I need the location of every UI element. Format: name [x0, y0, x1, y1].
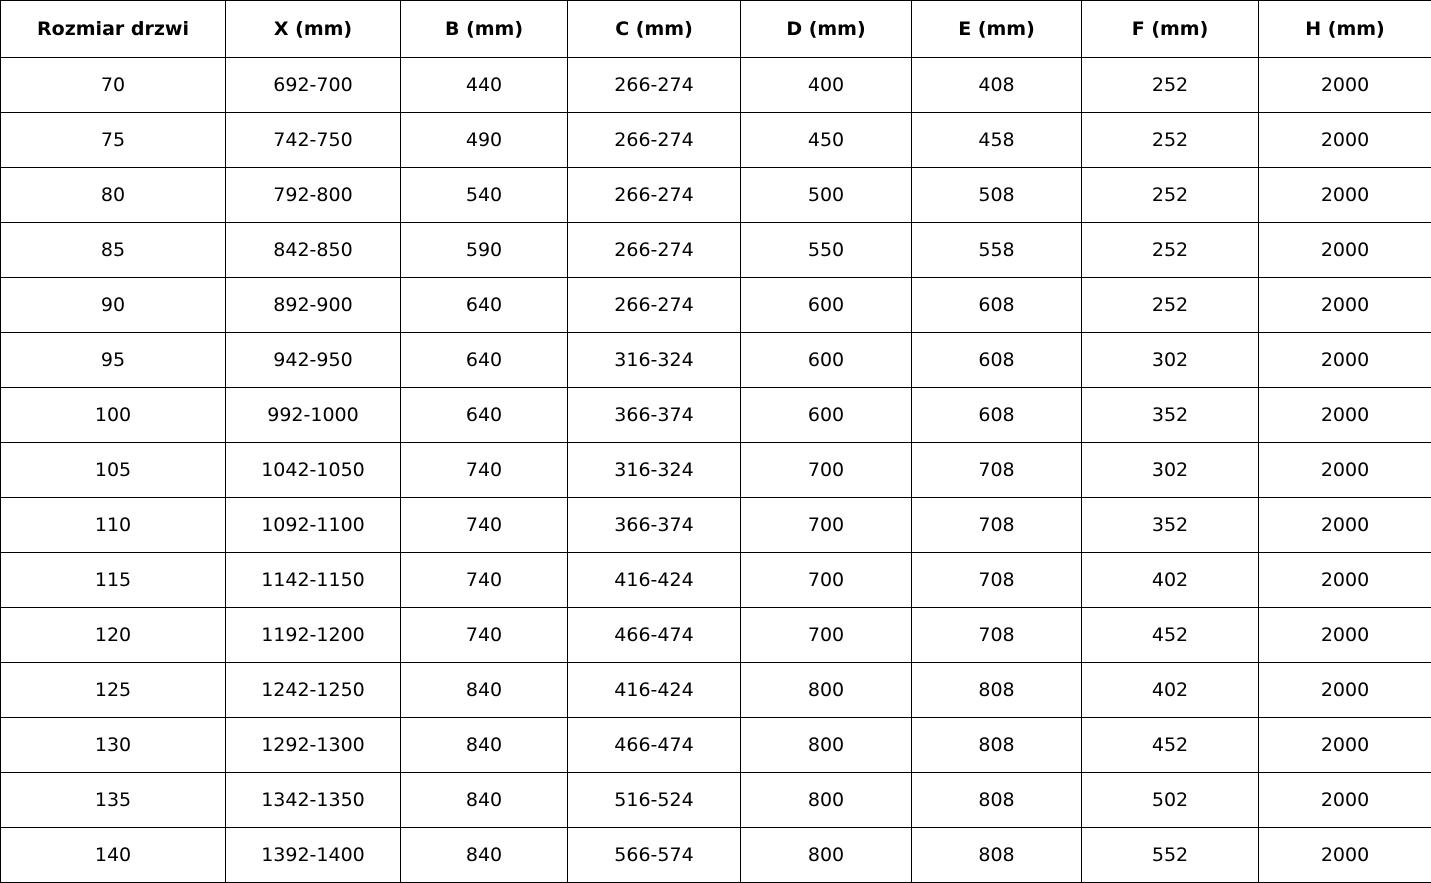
cell-door-size: 80	[1, 168, 226, 223]
cell-f: 502	[1082, 773, 1259, 828]
cell-h: 2000	[1259, 773, 1431, 828]
cell-b: 490	[401, 113, 568, 168]
table-row	[1, 718, 1431, 773]
cell-x: 1192-1200	[226, 608, 401, 663]
cell-d: 700	[741, 443, 912, 498]
cell-h: 2000	[1259, 608, 1431, 663]
cell-f: 352	[1082, 498, 1259, 553]
cell-door-size: 70	[1, 58, 226, 113]
cell-door-size: 100	[1, 388, 226, 443]
column-header-d: D (mm)	[741, 1, 912, 58]
cell-x: 792-800	[226, 168, 401, 223]
cell-h: 2000	[1259, 443, 1431, 498]
cell-d: 700	[741, 498, 912, 553]
cell-b: 740	[401, 608, 568, 663]
cell-b: 840	[401, 663, 568, 718]
cell-d: 600	[741, 278, 912, 333]
cell-e: 458	[912, 113, 1082, 168]
cell-e: 808	[912, 773, 1082, 828]
cell-c: 366-374	[568, 498, 741, 553]
cell-d: 500	[741, 168, 912, 223]
cell-c: 416-424	[568, 553, 741, 608]
cell-e: 808	[912, 718, 1082, 773]
cell-e: 708	[912, 498, 1082, 553]
cell-e: 808	[912, 828, 1082, 883]
cell-x: 1142-1150	[226, 553, 401, 608]
column-header-door-size: Rozmiar drzwi	[1, 1, 226, 58]
table-row	[1, 113, 1431, 168]
cell-c: 416-424	[568, 663, 741, 718]
cell-e: 708	[912, 553, 1082, 608]
column-header-b: B (mm)	[401, 1, 568, 58]
cell-b: 440	[401, 58, 568, 113]
cell-d: 550	[741, 223, 912, 278]
column-header-e: E (mm)	[912, 1, 1082, 58]
cell-f: 452	[1082, 718, 1259, 773]
cell-c: 266-274	[568, 168, 741, 223]
cell-c: 366-374	[568, 388, 741, 443]
cell-f: 402	[1082, 663, 1259, 718]
cell-h: 2000	[1259, 718, 1431, 773]
column-header-h: H (mm)	[1259, 1, 1431, 58]
cell-e: 558	[912, 223, 1082, 278]
cell-f: 352	[1082, 388, 1259, 443]
cell-e: 708	[912, 443, 1082, 498]
cell-f: 252	[1082, 278, 1259, 333]
column-header-c: C (mm)	[568, 1, 741, 58]
cell-h: 2000	[1259, 58, 1431, 113]
cell-e: 708	[912, 608, 1082, 663]
cell-x: 992-1000	[226, 388, 401, 443]
cell-h: 2000	[1259, 168, 1431, 223]
cell-door-size: 85	[1, 223, 226, 278]
cell-c: 516-524	[568, 773, 741, 828]
cell-d: 600	[741, 333, 912, 388]
cell-door-size: 125	[1, 663, 226, 718]
cell-door-size: 90	[1, 278, 226, 333]
cell-door-size: 140	[1, 828, 226, 883]
table-body	[1, 58, 1431, 883]
cell-b: 740	[401, 553, 568, 608]
table-row	[1, 58, 1431, 113]
cell-x: 842-850	[226, 223, 401, 278]
cell-x: 1242-1250	[226, 663, 401, 718]
cell-h: 2000	[1259, 663, 1431, 718]
cell-c: 566-574	[568, 828, 741, 883]
table-row	[1, 333, 1431, 388]
table-row	[1, 663, 1431, 718]
cell-f: 402	[1082, 553, 1259, 608]
cell-h: 2000	[1259, 498, 1431, 553]
cell-e: 608	[912, 278, 1082, 333]
table-row	[1, 168, 1431, 223]
cell-c: 466-474	[568, 718, 741, 773]
cell-c: 266-274	[568, 278, 741, 333]
cell-d: 800	[741, 773, 912, 828]
cell-h: 2000	[1259, 553, 1431, 608]
cell-d: 800	[741, 663, 912, 718]
cell-door-size: 130	[1, 718, 226, 773]
cell-e: 608	[912, 333, 1082, 388]
cell-x: 1342-1350	[226, 773, 401, 828]
cell-b: 840	[401, 718, 568, 773]
cell-h: 2000	[1259, 388, 1431, 443]
cell-f: 252	[1082, 223, 1259, 278]
cell-c: 316-324	[568, 333, 741, 388]
cell-h: 2000	[1259, 333, 1431, 388]
cell-h: 2000	[1259, 223, 1431, 278]
cell-d: 700	[741, 553, 912, 608]
cell-x: 942-950	[226, 333, 401, 388]
table-row	[1, 828, 1431, 883]
cell-d: 600	[741, 388, 912, 443]
table-header-row	[1, 1, 1431, 58]
cell-d: 400	[741, 58, 912, 113]
table-row	[1, 608, 1431, 663]
cell-h: 2000	[1259, 278, 1431, 333]
cell-c: 316-324	[568, 443, 741, 498]
cell-b: 840	[401, 773, 568, 828]
cell-e: 408	[912, 58, 1082, 113]
cell-door-size: 75	[1, 113, 226, 168]
cell-d: 800	[741, 828, 912, 883]
cell-h: 2000	[1259, 113, 1431, 168]
cell-x: 1092-1100	[226, 498, 401, 553]
cell-x: 1292-1300	[226, 718, 401, 773]
table-row	[1, 443, 1431, 498]
table-row	[1, 223, 1431, 278]
cell-x: 692-700	[226, 58, 401, 113]
cell-x: 742-750	[226, 113, 401, 168]
cell-b: 740	[401, 498, 568, 553]
table-row	[1, 498, 1431, 553]
cell-door-size: 135	[1, 773, 226, 828]
table-row	[1, 553, 1431, 608]
cell-e: 608	[912, 388, 1082, 443]
cell-c: 266-274	[568, 223, 741, 278]
cell-d: 450	[741, 113, 912, 168]
cell-c: 266-274	[568, 113, 741, 168]
table-row	[1, 278, 1431, 333]
cell-f: 252	[1082, 168, 1259, 223]
cell-door-size: 110	[1, 498, 226, 553]
cell-b: 640	[401, 388, 568, 443]
table-row	[1, 773, 1431, 828]
cell-b: 840	[401, 828, 568, 883]
cell-door-size: 105	[1, 443, 226, 498]
cell-d: 800	[741, 718, 912, 773]
table-row	[1, 388, 1431, 443]
cell-f: 252	[1082, 58, 1259, 113]
cell-f: 452	[1082, 608, 1259, 663]
cell-f: 552	[1082, 828, 1259, 883]
cell-x: 1392-1400	[226, 828, 401, 883]
cell-door-size: 115	[1, 553, 226, 608]
cell-door-size: 120	[1, 608, 226, 663]
cell-b: 540	[401, 168, 568, 223]
cell-door-size: 95	[1, 333, 226, 388]
cell-x: 892-900	[226, 278, 401, 333]
cell-h: 2000	[1259, 828, 1431, 883]
cell-x: 1042-1050	[226, 443, 401, 498]
cell-b: 590	[401, 223, 568, 278]
cell-c: 466-474	[568, 608, 741, 663]
cell-d: 700	[741, 608, 912, 663]
cell-e: 508	[912, 168, 1082, 223]
cell-b: 640	[401, 333, 568, 388]
cell-f: 252	[1082, 113, 1259, 168]
cell-e: 808	[912, 663, 1082, 718]
table-header	[1, 1, 1431, 58]
cell-b: 740	[401, 443, 568, 498]
cell-b: 640	[401, 278, 568, 333]
cell-f: 302	[1082, 333, 1259, 388]
column-header-x: X (mm)	[226, 1, 401, 58]
column-header-f: F (mm)	[1082, 1, 1259, 58]
cell-c: 266-274	[568, 58, 741, 113]
cell-f: 302	[1082, 443, 1259, 498]
